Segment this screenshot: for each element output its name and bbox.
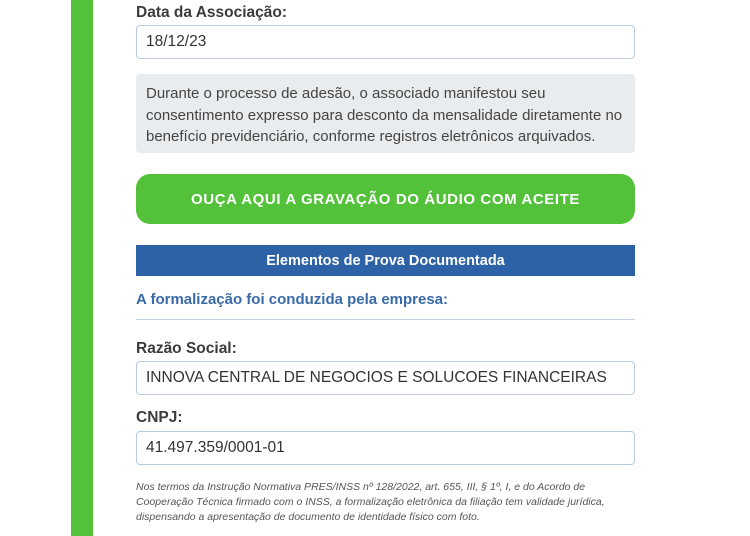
- section-divider: [136, 319, 635, 320]
- evidence-section-header: [136, 245, 635, 276]
- cnpj-field[interactable]: 41.497.359/0001-01: [136, 431, 635, 465]
- association-date-label: Data da Associação:: [136, 4, 288, 21]
- evidence-section-title: Elementos de Prova Documentada: [266, 252, 505, 269]
- company-name-field[interactable]: INNOVA CENTRAL DE NEGOCIOS E SOLUCOES FINANCEIRAS: [136, 361, 635, 395]
- legal-note: Nos termos da Instrução Normativa PRES/INSS nº 128/2022, art. 655, III, § 1º, I, e do Acordo de Cooperação Técnica firmado com o INSS, a formalização eletrônica da filiação tem validade jurídica, dispensando a apresentação de documento de identidade físico com foto.: [136, 481, 605, 523]
- listen-audio-button-label: OUÇA AQUI A GRAVAÇÃO DO ÁUDIO COM ACEITE: [191, 190, 580, 208]
- company-name-label: Razão Social:: [136, 340, 237, 357]
- listen-audio-button[interactable]: [136, 174, 635, 224]
- cnpj-label: CNPJ:: [136, 409, 183, 426]
- company-subtitle: A formalização foi conduzida pela empresa:: [136, 291, 449, 308]
- consent-note: Durante o processo de adesão, o associado manifestou seu consentimento expresso para desconto da mensalidade diretamente no benefício previdenciário, conforme registros eletrônicos arquivados.: [136, 74, 635, 153]
- left-accent-bar: [71, 0, 93, 536]
- association-date-field[interactable]: 18/12/23: [136, 25, 635, 59]
